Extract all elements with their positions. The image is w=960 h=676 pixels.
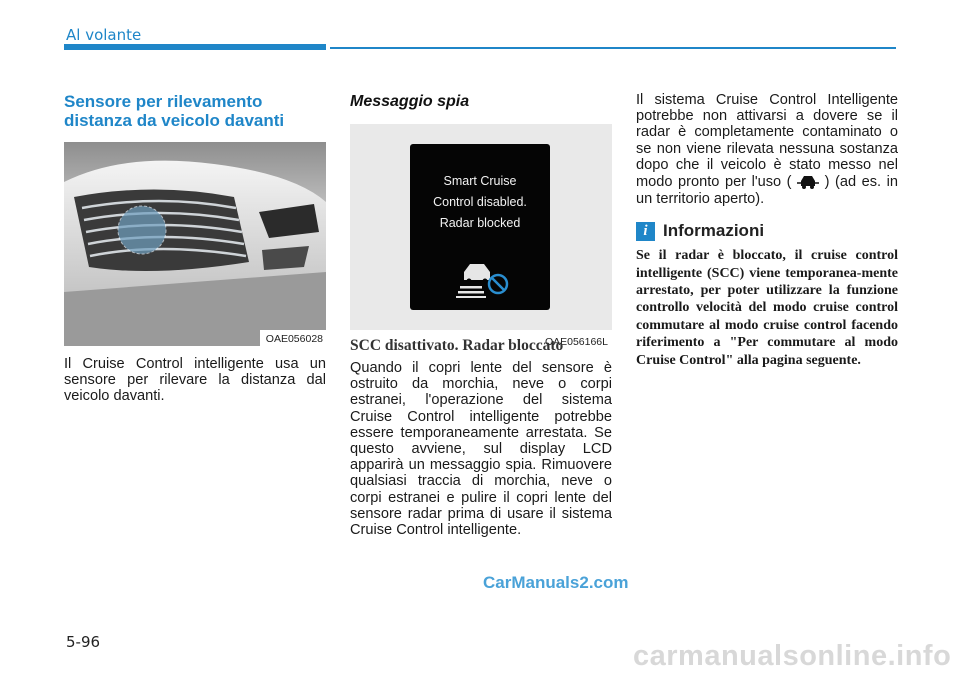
bottom-watermark: carmanualsonline.info: [633, 640, 952, 672]
info-icon: i: [636, 222, 655, 241]
column-1: [64, 92, 326, 130]
body-text: Il Cruise Control intelligente usa un sensore per rilevare la distanza dal veicolo davanti.: [64, 356, 326, 405]
header-rule-thick: [64, 44, 326, 50]
section-label: Al volante: [66, 26, 142, 44]
message-heading: SCC disattivato. Radar bloccato: [350, 337, 564, 354]
body-text: Quando il copri lente del sensore è ostruito da morchia, neve o corpi estranei, l'operazione del sistema Cruise Control intelligente potrebbe essere temporaneamente arrestata. Se questo avviene, sul display LCD apparirà un messaggio spia. Rimuovere qualsiasi traccia di morchia, neve o corpi estranei e pulire il copri lente del sensore radar prima di usare il sistema Cruise Control intelligente.: [350, 360, 612, 539]
photo-code: OAE056028: [260, 330, 326, 346]
lcd-line-1: Smart Cruise: [443, 174, 517, 188]
radar-blocked-icon: [456, 256, 512, 298]
info-title: Informazioni: [663, 221, 765, 241]
header-rule-thin: [330, 47, 896, 49]
figure-code: OAE056166L: [544, 336, 608, 348]
lcd-display: [410, 144, 550, 310]
info-header: [636, 221, 898, 241]
lcd-line-2: Control disabled.: [433, 195, 527, 209]
column-1-body: [64, 356, 326, 405]
car-illustration: [64, 142, 326, 346]
section-heading: Sensore per rilevamento distanza da veicolo davanti: [64, 92, 285, 130]
page-number: 5-96: [66, 633, 101, 651]
car-front-photo: [64, 142, 326, 346]
body-text: [636, 92, 898, 207]
watermark: CarManuals2.com: [483, 573, 629, 592]
column-2-body: [350, 337, 612, 538]
body-text-part-1: Il sistema Cruise Control Intelligente potrebbe non attivarsi a dovere se il radar è completamente contaminato o se non viene rilevata nessuna sostanza dopo che il veicolo è stato messo nel modo pronto per l'uso (: [636, 92, 898, 190]
column-2: [350, 92, 612, 112]
info-text: Se il radar è bloccato, il cruise control intelligente (SCC) viene temporanea-mente arrestato, per poter utilizzare la funzione controllo velocità del modo cruise control commutare al modo cruise control facendo riferimento a "Per commutare al modo Cruise Control" alla pagina seguente.: [636, 248, 898, 368]
column-3: [636, 92, 898, 369]
lcd-line-3: Radar blocked: [439, 216, 521, 230]
vehicle-ready-icon: [797, 173, 819, 191]
body-text-part-2: ) (ad es. in un territorio aperto).: [636, 173, 899, 208]
subsection-heading: Messaggio spia: [350, 93, 470, 110]
